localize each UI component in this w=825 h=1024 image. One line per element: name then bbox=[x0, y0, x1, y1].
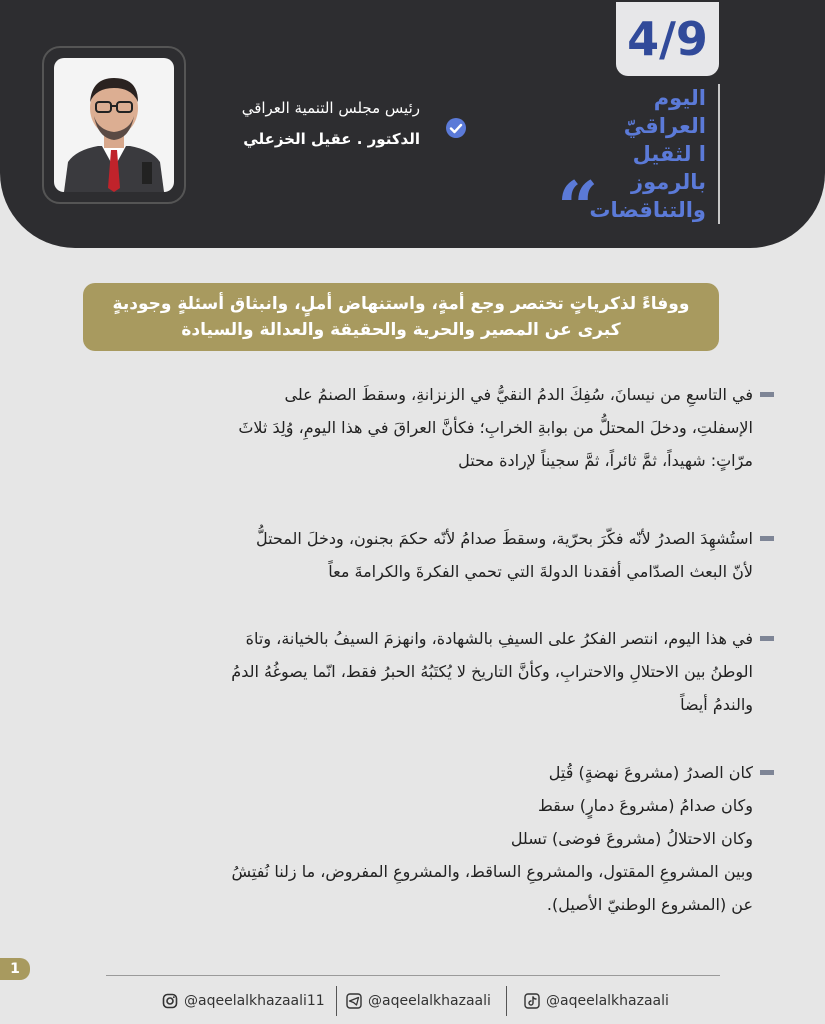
bullet-marker bbox=[760, 636, 774, 641]
paragraph-line: عن (المشروع الوطنيّ الأصيل). bbox=[546, 895, 753, 914]
verified-icon bbox=[445, 117, 467, 139]
paragraph-line: وكان الاحتلالُ (مشروعَ فوضى) تسلل bbox=[510, 829, 753, 848]
paragraph-line: في هذا اليوم، انتصر الفكرُ على السيفِ بالشهادة، وانهزمَ السيفُ بالخيانة، وتاهَ bbox=[245, 629, 753, 648]
tiktok-handle-text: @aqeelalkhazaali bbox=[546, 993, 669, 1009]
avatar bbox=[42, 46, 186, 204]
headline-line: ا لثقيل bbox=[632, 142, 706, 166]
instagram-handle-text: @aqeelalkhazaali11 bbox=[184, 993, 325, 1009]
telegram-handle[interactable] bbox=[346, 990, 491, 1012]
instagram-icon bbox=[162, 993, 178, 1009]
headline-line: بالرموز bbox=[631, 170, 706, 194]
headline-line: والتناقضات bbox=[589, 198, 706, 222]
paragraph bbox=[53, 522, 753, 588]
paragraph-line: كان الصدرُ (مشروعَ نهضةٍ) قُتِل bbox=[548, 763, 753, 782]
headline-line: اليوم bbox=[653, 86, 706, 110]
banner-line: ووفاءً لذكرياتٍ تختصر وجع أمةٍ، واستنهاض أملٍ، وانبثاق أسئلةٍ وجوديةٍ bbox=[112, 294, 690, 314]
portrait-photo bbox=[54, 58, 174, 192]
paragraph-line: في التاسعِ من نيسانَ، سُفِكَ الدمُ النقيُّ في الزنزانةِ، وسقطَ الصنمُ على bbox=[284, 385, 753, 404]
author-role: رئيس مجلس التنمية العراقي bbox=[241, 99, 420, 117]
paragraph-line: والندمُ أيضاً bbox=[680, 695, 753, 714]
headline bbox=[590, 84, 720, 224]
bullet-marker bbox=[760, 536, 774, 541]
telegram-handle-text: @aqeelalkhazaali bbox=[368, 993, 491, 1009]
page-number: 1 bbox=[0, 958, 30, 980]
paragraph-line: وكان صدامُ (مشروعَ دمارٍ) سقط bbox=[537, 796, 753, 815]
quote-icon: “ bbox=[557, 165, 599, 250]
bullet-marker bbox=[760, 770, 774, 775]
paragraph-line: مرّاتٍ: شهيداً، ثمَّ ثائراً، ثمَّ سجيناً لإرادة محتل bbox=[458, 451, 753, 470]
footer-divider bbox=[106, 975, 720, 976]
tiktok-handle[interactable] bbox=[524, 990, 669, 1012]
paragraph-line: الإسفلتِ، ودخلَ المحتلُّ من بوابةِ الخرابِ؛ فكأنَّ العراقَ في هذا اليومِ، وُلِدَ ثلاثَ bbox=[238, 418, 753, 437]
header bbox=[0, 0, 825, 248]
telegram-icon bbox=[346, 993, 362, 1009]
intro-banner bbox=[83, 283, 719, 351]
date-badge: 4/9 bbox=[616, 2, 719, 76]
paragraph-line: لأنّ البعث الصدّامي أفقدنا الدولةَ التي تحمي الفكرةَ والكرامةَ معاً bbox=[328, 562, 753, 581]
headline-line: العراقيّ bbox=[623, 114, 706, 138]
paragraph-line: استُشهِدَ الصدرُ لأنّه فكّرَ بحرّية، وسقطَ صدامُ لأنّه حكمَ بجنون، ودخلَ المحتلُّ bbox=[255, 529, 753, 548]
tiktok-icon bbox=[524, 993, 540, 1009]
footer-separator bbox=[506, 986, 507, 1016]
footer-separator bbox=[336, 986, 337, 1016]
author-name: الدكتور . عقيل الخزعلي bbox=[243, 130, 420, 148]
paragraph-line: وبين المشروعِ المقتول، والمشروعِ الساقط، والمشروعِ المفروض، ما زلنا نُفتِشُ bbox=[231, 862, 753, 881]
banner-line: كبرى عن المصير والحرية والحقيقة والعدالة والسيادة bbox=[181, 320, 621, 340]
paragraph bbox=[53, 756, 753, 921]
paragraph-line: الوطنُ بين الاحتلالِ والاحترابِ، وكأنَّ التاريخ لا يُكتَبُهُ الحبرُ فقط، انّما يصوغُهُ الدمُ bbox=[231, 662, 753, 681]
instagram-handle[interactable] bbox=[162, 990, 325, 1012]
bullet-marker bbox=[760, 392, 774, 397]
paragraph bbox=[53, 622, 753, 721]
paragraph bbox=[53, 378, 753, 477]
